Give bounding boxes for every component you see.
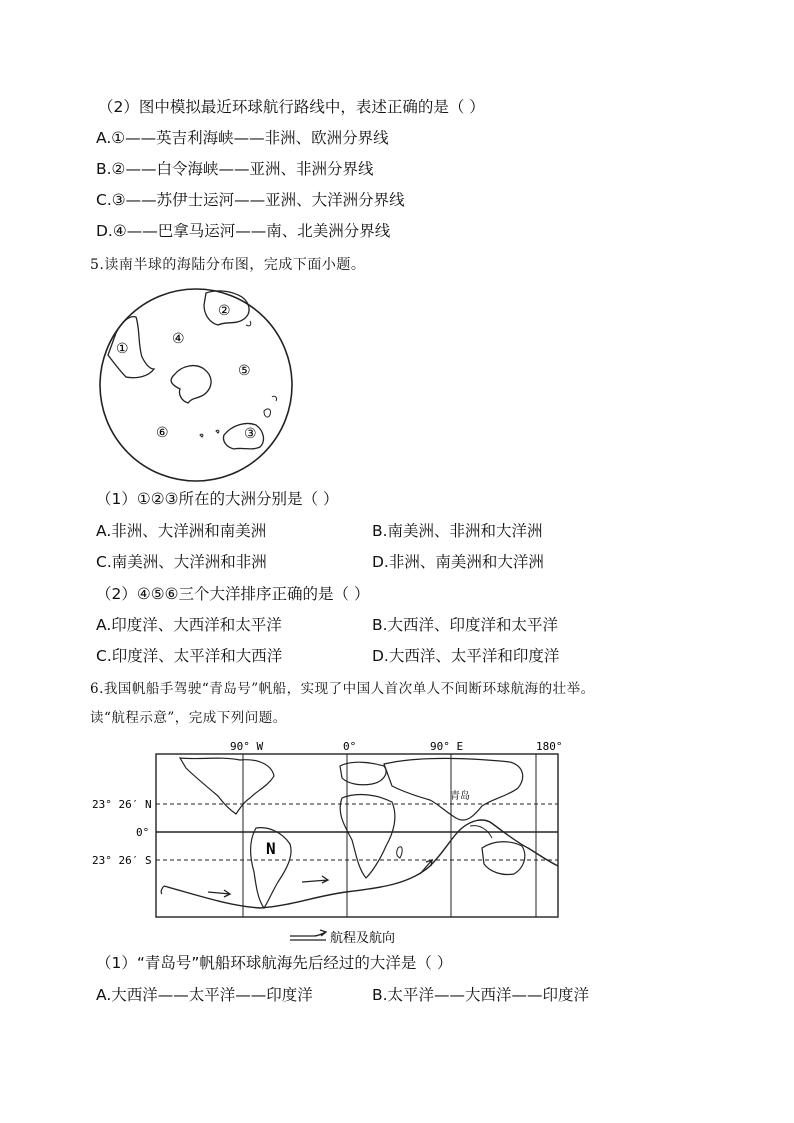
q5p1-option-d: D.非洲、南美洲和大洋洲 <box>372 553 544 571</box>
q6-title-line2: 读“航程示意”，完成下列问题。 <box>90 710 287 726</box>
q4-part2-stem: （2）图中模拟最近环球航行路线中，表述正确的是（ ） <box>98 98 485 116</box>
southern-hemisphere-map <box>96 285 296 485</box>
map-label-3: ③ <box>244 426 257 442</box>
q5-part2-stem: （2）④⑤⑥三个大洋排序正确的是（ ） <box>96 585 370 603</box>
lon-label-90e: 90° E <box>430 740 464 753</box>
q5p1-option-c: C.南美洲、大洋洲和非洲 <box>96 553 267 571</box>
lat-label-equator: 0° <box>136 826 150 839</box>
lon-label-180: 180° <box>536 740 563 753</box>
voyage-world-map <box>90 736 570 948</box>
q4-option-c: C.③——苏伊士运河——亚洲、大洋洲分界线 <box>96 191 405 209</box>
q6-part1-stem: （1）“青岛号”帆船环球航海先后经过的大洋是（ ） <box>96 954 453 972</box>
q5-part1-stem: （1）①②③所在的大洲分别是（ ） <box>96 490 339 508</box>
legend-arrow <box>290 930 326 936</box>
q5p1-option-a: A.非洲、大洋洲和南美洲 <box>96 522 267 540</box>
q5p2-option-b: B.大西洋、印度洋和太平洋 <box>372 616 559 634</box>
map-label-6: ⑥ <box>156 425 169 441</box>
q5p1-option-b: B.南美洲、非洲和大洋洲 <box>372 522 543 540</box>
map-label-5: ⑤ <box>238 363 251 379</box>
legend-label: 航程及航向 <box>330 931 396 946</box>
n-label: N <box>266 839 276 858</box>
lat-label-tropic-s: 23° 26′ S <box>92 854 152 867</box>
q4-option-b: B.②——白令海峡——亚洲、非洲分界线 <box>96 160 374 178</box>
q4-option-a: A.①——英吉利海峡——非洲、欧洲分界线 <box>96 129 389 147</box>
q6p1-option-b: B.太平洋——大西洋——印度洋 <box>372 986 590 1004</box>
lon-label-90w: 90° W <box>230 740 264 753</box>
q5-title: 5.读南半球的海陆分布图，完成下面小题。 <box>90 257 366 273</box>
q4-option-d: D.④——巴拿马运河——南、北美洲分界线 <box>96 222 391 240</box>
q5p2-option-a: A.印度洋、大西洋和太平洋 <box>96 616 282 634</box>
city-label-qingdao: 青岛 <box>450 791 470 802</box>
q5p2-option-c: C.印度洋、太平洋和大西洋 <box>96 647 283 665</box>
q6p1-option-a: A.大西洋——太平洋——印度洋 <box>96 986 313 1004</box>
lat-label-tropic-n: 23° 26′ N <box>92 798 152 811</box>
q6-title-line1: 6.我国帆船手驾驶“青岛号”帆船，实现了中国人首次单人不间断环球航海的壮举。 <box>90 681 595 697</box>
lon-label-0: 0° <box>343 740 357 753</box>
map-label-2: ② <box>218 303 231 319</box>
map-label-1: ① <box>116 341 129 357</box>
q5p2-option-d: D.大西洋、太平洋和印度洋 <box>372 647 560 665</box>
map-label-4: ④ <box>172 331 185 347</box>
